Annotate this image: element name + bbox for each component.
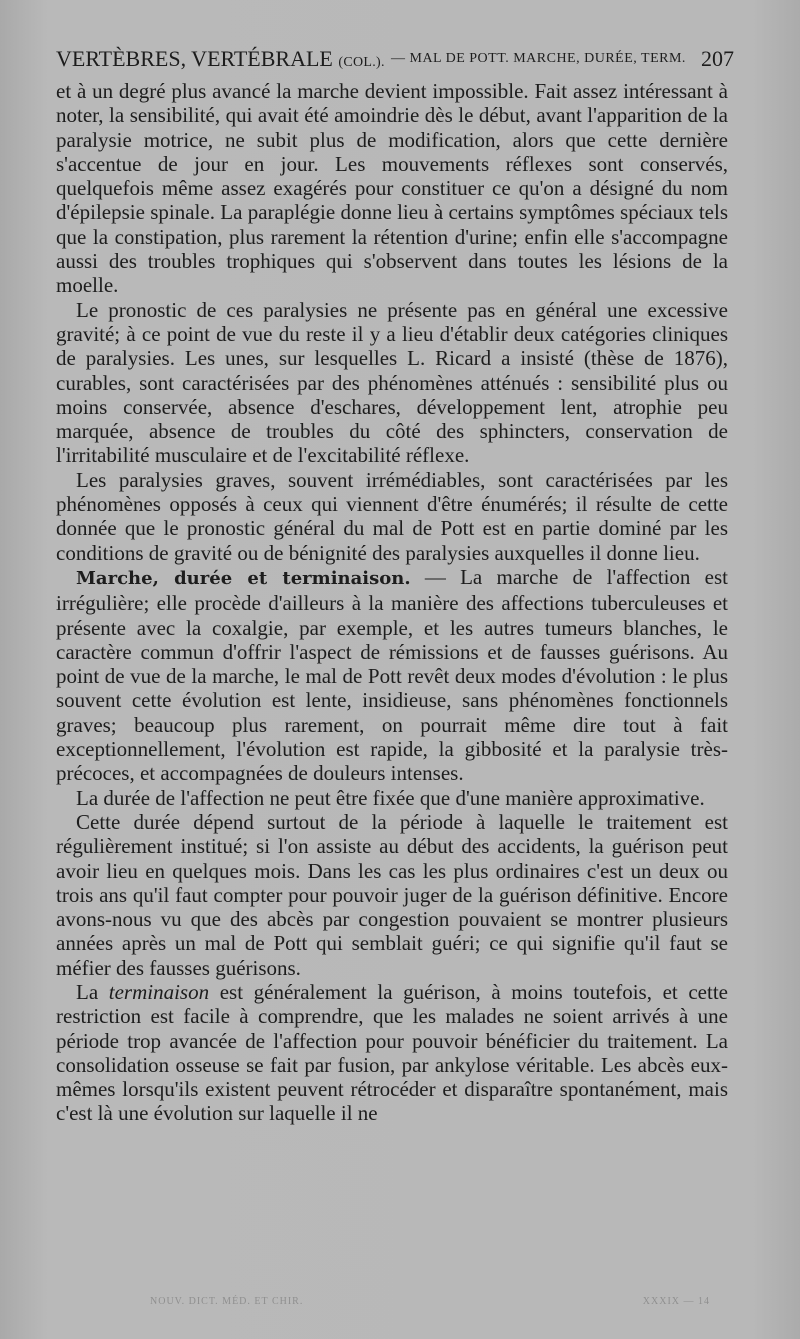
header-title: VERTÈBRES, VERTÉBRALE [56,46,333,71]
paragraph-7-emphasis: terminaison [108,979,210,1004]
paragraph-3: Les paralysies graves, souvent irrémédiables, sont caractérisées par les phénomènes opposés à ceux qui viennent d'être énumérés; il résulte de cette donnée que le pronostic général du mal de Pott est en partie dominé par les conditions de gravité ou de bénignité des paralysies auxquelles il donne lieu. [56,467,728,565]
paragraph-1: et à un degré plus avancé la marche devient impossible. Fait assez intéressant à noter, la sensibilité, qui avait été amoindrie dès le début, avant l'apparition de la paralysie motrice, ne subit plus de modification, alors que cette dernière s'accentue de jour en jour. Les mouvements réflexes sont conservés, quelquefois même assez exagérés pour constituer ce qu'on a désigné du nom d'épilepsie spinale. La paraplégie donne lieu à certains symptômes spéciaux tels que la constipation, plus rarement la rétention d'urine; enfin elle s'accompagne aussi des troubles trophiques qui s'observent dans toutes les lésions de la moelle. [56,79,728,298]
paragraph-4-body: — La marche de l'affection est irrégulière; elle procède d'ailleurs à la manière des affections tuberculeuses et présente avec la coxalgie, par exemple, et les autres tumeurs blanches, le caractère commun d'offrir l'aspect de rémissions et de fausses guérisons. Au point de vue de la marche, le mal de Pott revêt deux modes d'évolution : le plus souvent cette évolution est lente, insidieuse, sans phénomènes fonctionnels graves; beaucoup plus rarement, on pourrait même dire tout à fait exceptionnellement, l'évolution est rapide, la gibbosité et la paralysie très-précoces, et accompagnées de douleurs intenses. [56,564,728,786]
paragraph-6: Cette durée dépend surtout de la période à laquelle le traitement est régulièrement institué; si l'on assiste au début des accidents, la guérison peut avoir lieu en quelques mois. Dans les cas les plus ordinaires c'est un deux ou trois ans qu'il faut compter pour pouvoir juger de la guérison définitive. Encore avons-nous vu que des abcès par congestion pouvaient se montrer plusieurs années après un mal de Pott qui semblait guéri; ce qui signifie qu'il faut se méfier des fausses guérisons. [56,809,728,980]
running-header [56,44,734,74]
body-text [56,79,728,1126]
footer-signature: XXXIX — 14 [642,1296,710,1307]
header-section: — MAL DE POTT. MARCHE, DURÉE, TERM. [391,51,686,66]
page-number: 207 [701,46,734,71]
footer-left: NOUV. DICT. MÉD. ET CHIR. [150,1296,304,1307]
paragraph-7-lead: La [76,979,109,1004]
header-title-group [56,44,385,78]
paragraph-5: La durée de l'affection ne peut être fixée que d'une manière approximative. [76,785,705,810]
paragraph-4 [56,565,728,786]
header-col: (COL.). [338,55,385,70]
section-heading: Marche, durée et terminaison. [76,567,411,589]
paragraph-2: Le pronostic de ces paralysies ne présente pas en général une excessive gravité; à ce point de vue du reste il y a lieu d'établir deux catégories cliniques de paralysies. Les unes, sur lesquelles L. Ricard a insisté (thèse de 1876), curables, sont caractérisées par des phénomènes atténués : sensibilité plus ou moins conservée, absence d'eschares, développement lent, atrophie peu marquée, absence de troubles du côté des sphincters, conservation de l'irritabilité musculaire et de l'excitabilité réflexe. [56,297,728,468]
paragraph-7-body: est généralement la guérison, à moins toutefois, et cette restriction est facile à comprendre, que les malades ne soient arrivés à une période trop avancée de l'affection pour pouvoir bénéficier du traitement. La consolidation osseuse se fait par fusion, par ankylose véritable. Les abcès eux-mêmes lorsqu'ils existent peuvent rétrocéder et disparaître spontanément, mais c'est là une évolution sur laquelle il ne [56,979,728,1126]
paragraph-7 [56,980,728,1126]
page-footer [150,1296,710,1312]
